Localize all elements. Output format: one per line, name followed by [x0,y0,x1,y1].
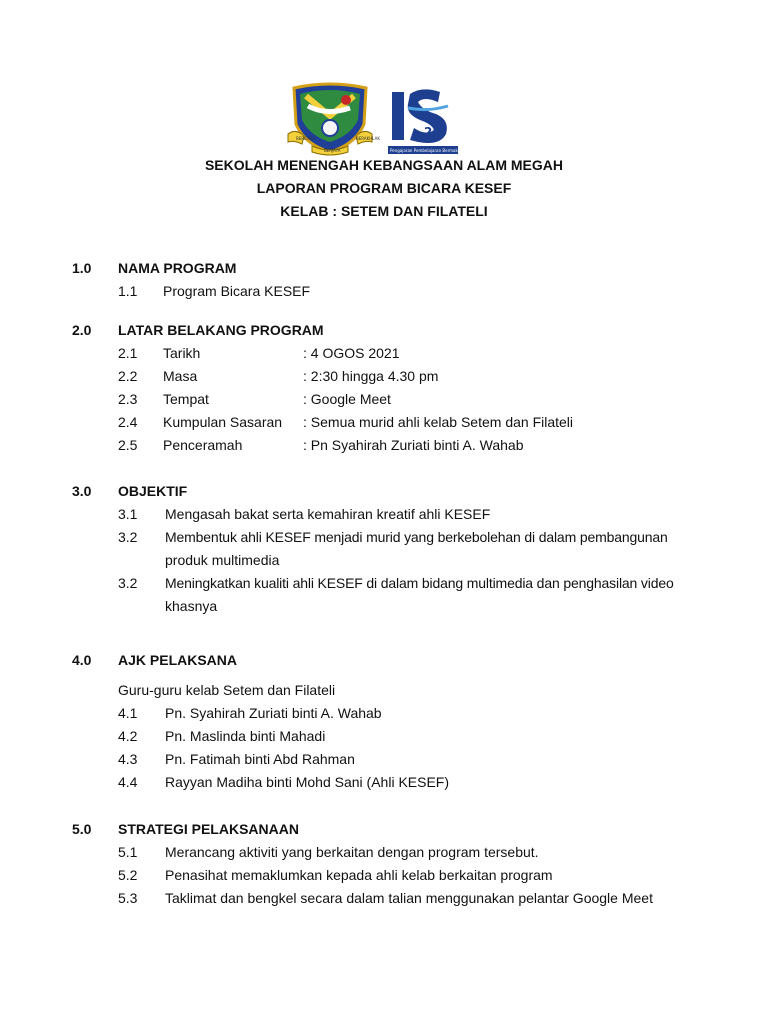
section-number: 1.0 [72,260,92,276]
school-crest-icon [286,82,380,156]
item-value: : Pn Syahirah Zuriati binti A. Wahab [303,437,524,453]
crest-motto-left: BERILMU [296,136,314,141]
item-number: 2.1 [118,345,138,361]
item-value: : 4 OGOS 2021 [303,345,400,361]
item-label: Tempat [163,391,209,407]
item-text: Taklimat dan bengkel secara dalam talian menggunakan pelantar Google Meet [165,890,653,906]
section-number: 4.0 [72,652,92,668]
item-label: Masa [163,368,198,384]
report-title: LAPORAN PROGRAM BICARA KESEF [256,180,512,196]
item-number: 5.3 [118,890,138,906]
section-intro: Guru-guru kelab Setem dan Filateli [118,682,336,698]
item-number: 2.2 [118,368,138,384]
item-text: Mengasah bakat serta kemahiran kreatif ahli KESEF [165,506,491,522]
item-number: 4.2 [118,728,138,744]
section-number: 3.0 [72,483,92,499]
item-number: 3.2 [118,575,138,591]
section-number: 2.0 [72,322,92,338]
item-text: Rayyan Madiha binti Mohd Sani (Ahli KESEF) [165,774,450,790]
item-number: 4.3 [118,751,138,767]
school-name: SEKOLAH MENENGAH KEBANGSAAN ALAM MEGAH [204,157,564,173]
item-text: Program Bicara KESEF [163,283,311,299]
item-number: 3.1 [118,506,138,522]
item-number: 4.4 [118,774,138,790]
item-text: Membentuk ahli KESEF menjadi murid yang berkebolehan di dalam pembangunan [165,529,668,545]
crest-motto-right: BERAKHLAK [356,136,380,141]
item-number: 4.1 [118,705,138,721]
crest-motto-bottom: BERJAYA [324,148,341,153]
section-title: STRATEGI PELAKSANAAN [118,821,299,837]
anniversary-number: 25 [424,125,441,139]
item-text: Pn. Fatimah binti Abd Rahman [165,751,355,767]
anniversary-caption: Pengajaran Pembelajaran Bermakna [390,148,463,153]
item-label: Tarikh [163,345,201,361]
item-number: 2.3 [118,391,138,407]
item-number: 3.2 [118,529,138,545]
item-label: Penceramah [163,437,243,453]
section-title: OBJEKTIF [118,483,188,499]
item-number: 2.5 [118,437,138,453]
anniversary-25-icon [388,84,463,154]
club-name: KELAB : SETEM DAN FILATELI [280,203,488,219]
item-label: Kumpulan Sasaran [163,414,283,430]
section-title: LATAR BELAKANG PROGRAM [118,322,324,338]
item-value: : 2:30 hingga 4.30 pm [303,368,439,384]
item-number: 5.1 [118,844,138,860]
item-number: 1.1 [118,283,138,299]
item-text: Meningkatkan kualiti ahli KESEF di dalam bidang multimedia dan penghasilan video [165,575,674,591]
item-text-continued: khasnya [165,598,218,614]
item-number: 2.4 [118,414,138,430]
item-text: Penasihat memaklumkan kepada ahli kelab berkaitan program [165,867,553,883]
item-text: Merancang aktiviti yang berkaitan dengan program tersebut. [165,844,539,860]
item-text-continued: produk multimedia [165,552,280,568]
section-number: 5.0 [72,821,92,837]
item-text: Pn. Syahirah Zuriati binti A. Wahab [165,705,382,721]
item-value: : Google Meet [303,391,391,407]
section-title: NAMA PROGRAM [118,260,237,276]
section-title: AJK PELAKSANA [118,652,238,668]
item-text: Pn. Maslinda binti Mahadi [165,728,326,744]
item-value: : Semua murid ahli kelab Setem dan Filateli [303,414,574,430]
item-number: 5.2 [118,867,138,883]
